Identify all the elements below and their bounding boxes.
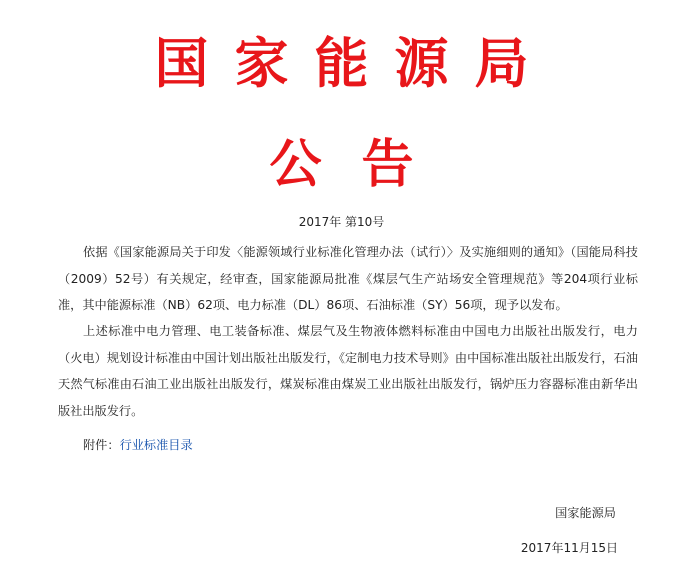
attachment-line — [83, 432, 193, 458]
agency-title: 国家能源局 — [154, 31, 555, 95]
body-paragraph-2: 上述标准中电力管理、电工装备标准、煤层气及生物液体燃料标准由中国电力出版社出版发行，电力（火电）规划设计标准由中国计划出版社出版发行，《定制电力技术导则》由中国标准出版社出版发行，石油天然气标准由石油工业出版社出版发行，煤炭标准由煤炭工业出版社出版发行，锅炉压力容器标准由新华出版社出版发行。 — [58, 324, 638, 418]
issuer-signature: 国家能源局 — [555, 506, 616, 520]
attachment-label: 附件： — [83, 438, 120, 452]
issue-date: 2017年11月15日 — [520, 541, 618, 555]
body-paragraph-1: 依据《国家能源局关于印发〈能源领域行业标准化管理办法（试行）〉及实施细则的通知》（国能局科技（2009）52号）有关规定，经审查，国家能源局批准《煤层气生产站场安全管理规范》等204项行业标准，其中能源标准（NB）62项、电力标准（DL）86项、石油标准（SY）56项，现予以发布。 — [58, 245, 638, 312]
document-type-heading: 公告 — [269, 134, 454, 195]
attachment-link[interactable]: 行业标准目录 — [119, 438, 193, 452]
document-number: 2017年 第10号 — [298, 215, 385, 229]
